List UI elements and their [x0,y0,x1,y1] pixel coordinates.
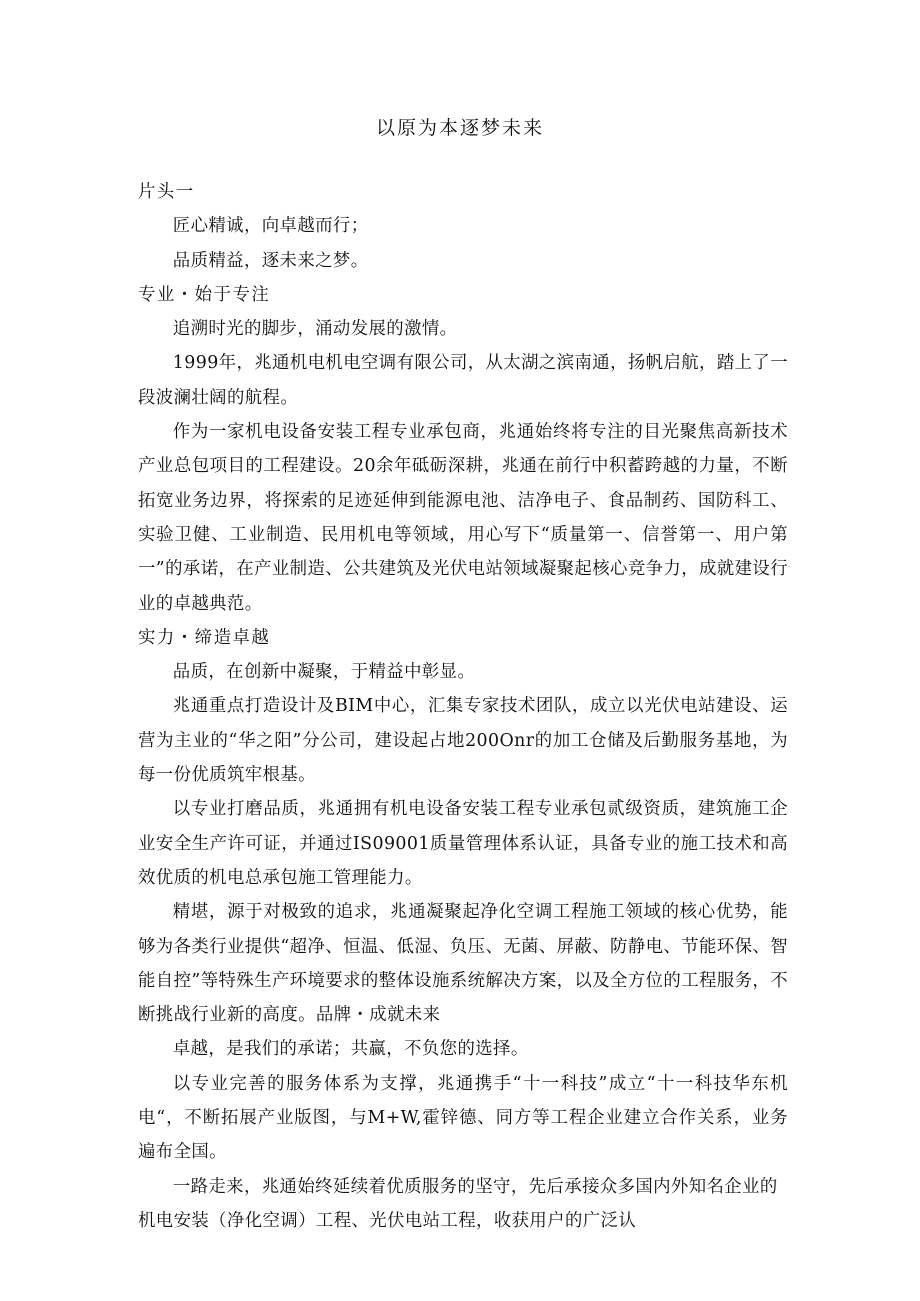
paragraph: 追溯时光的脚步，涌动发展的激情。 [172,319,458,340]
section-heading: 实力・缔造卓越 [138,627,271,648]
paragraph: 品质精益，逐未来之梦。 [172,250,369,271]
paragraph: 卓越，是我们的承诺；共赢，不负您的选择。 [172,1039,529,1060]
paragraph: 以专业完善的服务体系为支撑，兆通携手“十一科技”成立“十一科技华东机电“，不断拓展产业版图，与M+W,霍锌德、同方等工程企业建立合作关系，业务遍布全国。 [138,1073,788,1163]
paragraph: 品质，在创新中凝聚，于精益中彰显。 [172,662,476,683]
paragraph: 1999年，兆通机电机电空调有限公司，从太湖之滨南通，扬帆启航，踏上了一段波澜壮阔的航程。 [138,353,788,408]
section-heading: 片头一 [138,182,195,202]
document-title: 以原为本逐梦未来 [375,117,544,139]
paragraph: 兆通重点打造设计及BIM中心，汇集专家技术团队，成立以光伏电站建设、运营为主业的“华之阳”分公司，建设起占地200Onr的加工仓储及后勤服务基地，为每一份优质筑牢根基。 [138,696,788,786]
document-body [138,175,788,1238]
paragraph: 精堪，源于对极致的追求，兆通凝聚起净化空调工程施工领域的核心优势，能够为各类行业提供“超净、恒温、低湿、负压、无菌、屏蔽、防静电、节能环保、智能自控”等特殊生产环境要求的整体设施系统解决方案，以及全方位的工程服务，不断挑战行业新的高度。品牌・成就未来 [138,902,788,1026]
paragraph: 作为一家机电设备安装工程专业承包商，兆通始终将专注的目光聚焦高新技术产业总包项目的工程建设。20余年砥砺深耕，兆通在前行中积蓄跨越的力量，不断拓宽业务边界，将探索的足迹延伸到能源电池、洁净电子、食品制药、国防科工、实验卫健、工业制造、民用机电等领域，用心写下“质量第一、信誉第一、用户第一”的承诺，在产业制造、公共建筑及光伏电站领域凝聚起核心竞争力，成就建设行业的卓越典范。 [138,422,788,614]
paragraph: 一路走来，兆通始终延续着优质服务的坚守，先后承接众多国内外知名企业的机电安装（净化空调）工程、光伏电站工程，收获用户的广泛认 [138,1176,778,1231]
paragraph: 以专业打磨品质，兆通拥有机电设备安装工程专业承包贰级资质，建筑施工企业安全生产许可证，并通过IS09001质量管理体系认证，具备专业的施工技术和高效优质的机电总承包施工管理能力。 [138,799,788,888]
section-heading: 专业・始于专注 [138,284,271,305]
paragraph: 匠心精诚，向卓越而行； [172,216,369,237]
